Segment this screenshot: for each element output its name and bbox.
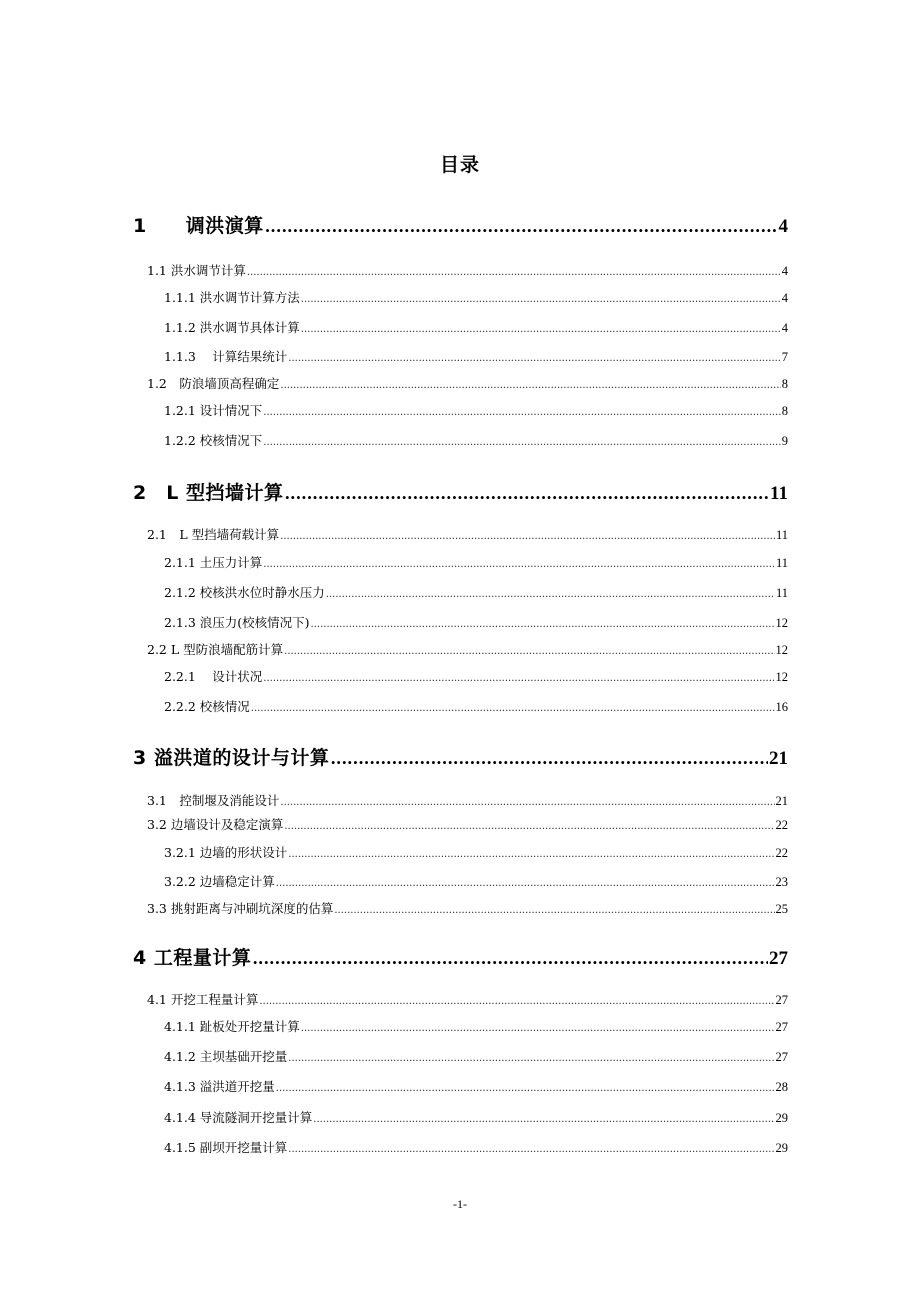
toc-page-number: 4 [781, 321, 788, 335]
toc-entry-title: 3.3 挑射距离与冲刷坑深度的估算 [147, 901, 334, 916]
toc-page-number: 27 [775, 1050, 788, 1064]
toc-subsection-2-1-2[interactable] [164, 583, 788, 601]
toc-page-number: 11 [770, 483, 788, 504]
page-footer-number: -1- [453, 1197, 467, 1211]
toc-entry-title: 1.1.2 洪水调节具体计算 [164, 320, 300, 335]
toc-page-number: 21 [769, 748, 788, 769]
toc-subsection-1-1-3[interactable] [164, 347, 788, 365]
toc-page-number: 12 [775, 643, 788, 657]
toc-page-number: 9 [781, 434, 788, 448]
toc-chapter-1[interactable] [133, 211, 788, 238]
dot-leader [326, 589, 775, 600]
toc-entry-title: 4.1.2 主坝基础开挖量 [164, 1049, 288, 1064]
dot-leader [334, 905, 774, 916]
toc-section-1-1[interactable] [147, 261, 788, 279]
toc-page-number: 29 [775, 1141, 788, 1155]
toc-subsection-2-2-2[interactable] [164, 697, 788, 715]
toc-section-4-1[interactable] [147, 990, 788, 1008]
toc-page-number: 28 [775, 1080, 788, 1094]
toc-entry-title: 2.1.1 土压力计算 [164, 555, 263, 570]
toc-subsection-3-2-1[interactable] [164, 843, 788, 861]
toc-subsection-1-1-2[interactable] [164, 318, 788, 336]
toc-page-number: 27 [775, 993, 788, 1007]
toc-subsection-2-2-1[interactable] [164, 667, 788, 685]
toc-entry-title: 2.1.2 校核洪水位时静水压力 [164, 585, 325, 600]
dot-leader [288, 353, 780, 364]
toc-entry-title: 4.1 开挖工程量计算 [147, 992, 259, 1007]
toc-page-number: 16 [775, 700, 788, 714]
dot-leader [301, 1023, 775, 1034]
toc-page-number: 8 [781, 404, 788, 418]
toc-entry-title: 2.1 L 型挡墙荷载计算 [147, 527, 280, 542]
dot-leader [265, 217, 778, 236]
toc-entry-title: 3.2 边墙设计及稳定演算 [147, 817, 284, 832]
toc-entry-title: 4.1.3 溢洪道开挖量 [164, 1079, 275, 1094]
toc-section-1-2[interactable] [147, 374, 788, 392]
dot-leader [284, 821, 774, 832]
dot-leader [284, 646, 774, 657]
toc-chapter-3[interactable] [133, 743, 788, 770]
toc-subsection-4-1-3[interactable] [164, 1077, 788, 1095]
dot-leader [288, 849, 774, 860]
toc-entry-title: 2.2.1 设计状况 [164, 669, 263, 684]
dot-leader [313, 1114, 774, 1125]
dot-leader [330, 749, 768, 768]
dot-leader [259, 996, 774, 1007]
toc-page-number: 4 [781, 264, 788, 278]
toc-page-number: 11 [775, 556, 788, 570]
dot-leader [263, 559, 775, 570]
toc-entry-title: 1.2 防浪墙顶高程确定 [147, 376, 280, 391]
toc-page-number: 27 [769, 948, 788, 969]
toc-page-number: 4 [778, 216, 788, 237]
toc-entry-title: 2.2 L 型防浪墙配筋计算 [147, 642, 284, 657]
toc-page-number: 27 [775, 1020, 788, 1034]
dot-leader [247, 267, 781, 278]
toc-section-3-1[interactable] [147, 791, 788, 809]
toc-entry-title: 1.2.1 设计情况下 [164, 403, 263, 418]
toc-chapter-4[interactable] [133, 943, 788, 970]
toc-page-number: 12 [775, 616, 788, 630]
toc-subsection-2-1-1[interactable] [164, 553, 788, 571]
dot-leader [263, 437, 780, 448]
toc-page-number: 29 [775, 1111, 788, 1125]
toc-subsection-4-1-2[interactable] [164, 1047, 788, 1065]
dot-leader [301, 294, 781, 305]
toc-entry-title: 1.2.2 校核情况下 [164, 433, 263, 448]
toc-entry-title: 1.1.3 计算结果统计 [164, 349, 288, 364]
toc-section-2-1[interactable] [147, 525, 788, 543]
dot-leader [288, 1144, 774, 1155]
toc-page-number: 8 [781, 377, 788, 391]
toc-entry-title: 3.2.2 边墙稳定计算 [164, 874, 275, 889]
toc-page-number: 22 [775, 818, 788, 832]
toc-page-number: 23 [775, 875, 788, 889]
toc-entry-title: 3 溢洪道的设计与计算 [133, 747, 330, 769]
dot-leader [276, 878, 775, 889]
toc-entry-title: 4.1.1 趾板处开挖量计算 [164, 1019, 300, 1034]
toc-entry-title: 1.1 洪水调节计算 [147, 263, 246, 278]
toc-subsection-1-2-1[interactable] [164, 401, 788, 419]
toc-entry-title: 3.2.1 边墙的形状设计 [164, 845, 288, 860]
dot-leader [280, 531, 775, 542]
dot-leader [263, 407, 780, 418]
toc-section-2-2[interactable] [147, 640, 788, 658]
toc-page-number: 11 [775, 586, 788, 600]
toc-entry-title: 2.2.2 校核情况 [164, 699, 250, 714]
dot-leader [280, 797, 774, 808]
toc-entry-title: 1.1.1 洪水调节计算方法 [164, 290, 300, 305]
toc-entry-title: 4.1.4 导流隧洞开挖量计算 [164, 1110, 313, 1125]
dot-leader [284, 484, 769, 503]
document-title: 目录 [439, 154, 480, 176]
toc-entry-title: 4 工程量计算 [133, 947, 252, 969]
toc-subsection-3-2-2[interactable] [164, 872, 788, 890]
toc-subsection-4-1-1[interactable] [164, 1017, 788, 1035]
dot-leader [276, 1083, 775, 1094]
toc-page-number: 7 [781, 350, 788, 364]
toc-section-3-2[interactable] [147, 815, 788, 833]
dot-leader [301, 324, 781, 335]
dot-leader [280, 380, 780, 391]
toc-page-number: 25 [775, 902, 788, 916]
dot-leader [263, 673, 774, 684]
toc-entry-title: 1 调洪演算 [133, 215, 264, 237]
toc-entry-title: 2 L 型挡墙计算 [133, 482, 284, 504]
toc-subsection-2-1-3[interactable] [164, 613, 788, 631]
toc-chapter-2[interactable] [133, 478, 788, 505]
dot-leader [311, 619, 775, 630]
toc-page-number: 11 [775, 528, 788, 542]
dot-leader [251, 703, 775, 714]
toc-page-number: 12 [775, 670, 788, 684]
toc-entry-title: 3.1 控制堰及消能设计 [147, 793, 280, 808]
toc-subsection-4-1-4[interactable] [164, 1108, 788, 1126]
toc-subsection-4-1-5[interactable] [164, 1138, 788, 1156]
toc-page-number: 22 [775, 846, 788, 860]
toc-page-number: 4 [781, 291, 788, 305]
dot-leader [288, 1053, 774, 1064]
toc-subsection-1-1-1[interactable] [164, 288, 788, 306]
toc-subsection-1-2-2[interactable] [164, 431, 788, 449]
toc-section-3-3[interactable] [147, 899, 788, 917]
dot-leader [252, 949, 768, 968]
toc-entry-title: 4.1.5 副坝开挖量计算 [164, 1140, 288, 1155]
toc-page-number: 21 [775, 794, 788, 808]
toc-entry-title: 2.1.3 浪压力(校核情况下) [164, 615, 310, 630]
